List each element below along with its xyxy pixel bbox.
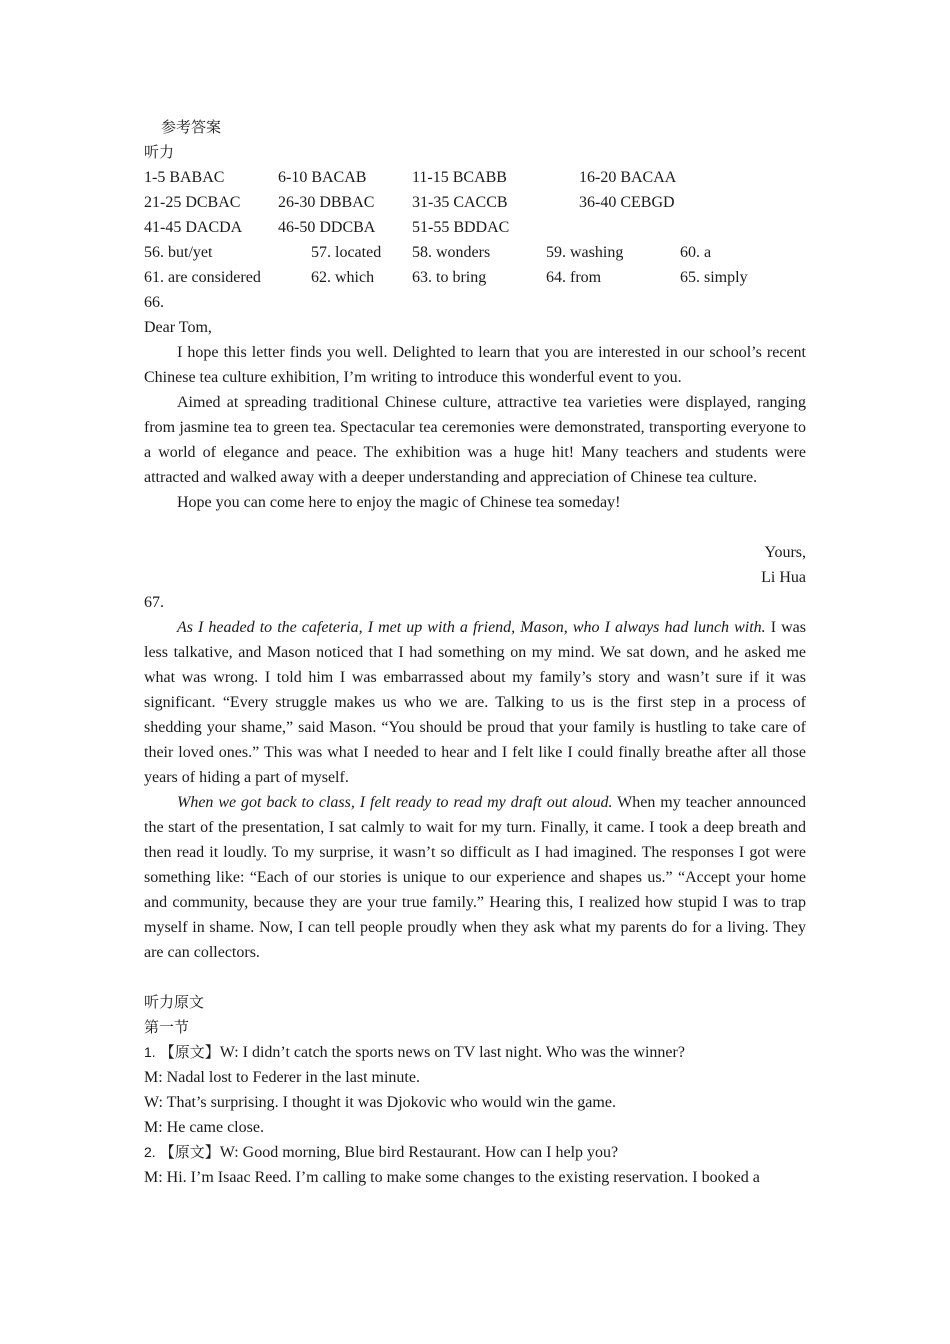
fill-cell: 64. from: [546, 269, 602, 286]
story-lead-sentence: When we got back to class, I felt ready to read my draft out aloud.: [177, 794, 613, 811]
dialogue-line: W: Good morning, Blue bird Restaurant. How can I help you?: [219, 1144, 619, 1161]
answer-cell: 26-30 DBBAC: [278, 194, 375, 211]
item-number: 1.: [144, 1044, 156, 1060]
q66-number: 66.: [144, 294, 164, 311]
item-number: 2.: [144, 1144, 156, 1160]
letter-greeting: Dear Tom,: [144, 319, 212, 336]
letter-paragraph: I hope this letter finds you well. Delighted to learn that you are interested in our school’s recent Chinese tea culture exhibition, I’m writing to introduce this wonderful event to you.: [144, 344, 806, 386]
story-paragraph: [144, 790, 806, 965]
letter-paragraph: Aimed at spreading traditional Chinese culture, attractive tea varieties were displayed, ranging from jasmine tea to green tea. Spectacular tea ceremonies were demonstrated, transporting everyone to a world of elegance and peace. The exhibition was a huge hit! Many teachers and students were attracted and walked away with a deeper understanding and appreciation of Chinese tea culture.: [144, 394, 806, 486]
fill-cell: 61. are considered: [144, 269, 261, 286]
fill-cell: 56. but/yet: [144, 244, 213, 261]
letter-closing: Yours,: [764, 544, 806, 561]
answer-cell: 51-55 BDDAC: [412, 219, 510, 236]
item-tag: 【原文】: [159, 1043, 220, 1061]
answer-cell: 31-35 CACCB: [412, 194, 508, 211]
answer-cell: 16-20 BACAA: [579, 169, 677, 186]
dialogue-line: M: Nadal lost to Federer in the last minute.: [144, 1069, 420, 1086]
answer-title: 参考答案: [161, 118, 222, 136]
transcript-section: 第一节: [144, 1018, 190, 1036]
fill-cell: 59. washing: [546, 244, 624, 261]
letter-paragraph: Hope you can come here to enjoy the magic of Chinese tea someday!: [177, 494, 621, 511]
document-page: [144, 115, 806, 1190]
transcript-item: [144, 1140, 806, 1165]
dialogue-line: M: Hi. I’m Isaac Reed. I’m calling to make some changes to the existing reservation. I booked a: [144, 1169, 760, 1186]
story-body: When my teacher announced the start of the presentation, I sat calmly to wait for my turn. Finally, it came. I took a deep breath and then read it loudly. To my surprise, it wasn’t so difficult as I had imagined. The responses I got were something like: “Each of our stories is unique to our experience and shapes us.” “Accept your home and community, because they are your true family.” Hearing this, I realized how stupid I was to trap myself in shame. Now, I can tell people proudly when they ask what my parents do for a living. They are can collectors.: [144, 794, 807, 961]
fill-cell: 57. located: [311, 244, 382, 261]
fill-row: [144, 240, 806, 265]
fill-cell: 60. a: [680, 244, 712, 261]
fill-cell: 65. simply: [680, 269, 748, 286]
answer-cell: 21-25 DCBAC: [144, 194, 241, 211]
dialogue-line: W: I didn’t catch the sports news on TV last night. Who was the winner?: [219, 1044, 685, 1061]
fill-row: [144, 265, 806, 290]
transcript-item: [144, 1040, 806, 1065]
dialogue-line: M: He came close.: [144, 1119, 264, 1136]
item-tag: 【原文】: [159, 1143, 220, 1161]
fill-cell: 63. to bring: [412, 269, 487, 286]
fill-cell: 58. wonders: [412, 244, 491, 261]
story-lead-sentence: As I headed to the cafeteria, I met up with a friend, Mason, who I always had lunch with.: [177, 619, 766, 636]
dialogue-line: W: That’s surprising. I thought it was Djokovic who would win the game.: [144, 1094, 616, 1111]
answer-row: [144, 165, 806, 190]
answer-cell: 6-10 BACAB: [278, 169, 367, 186]
listening-label: 听力: [144, 143, 175, 161]
q67-number: 67.: [144, 594, 164, 611]
transcript-title: 听力原文: [144, 993, 205, 1011]
answer-cell: 1-5 BABAC: [144, 169, 225, 186]
answer-cell: 46-50 DDCBA: [278, 219, 376, 236]
story-paragraph: [144, 615, 806, 790]
answer-row: [144, 190, 806, 215]
letter-signature: Li Hua: [761, 569, 806, 586]
answer-cell: 41-45 DACDA: [144, 219, 243, 236]
story-body: I was less talkative, and Mason noticed that I had something on my mind. We sat down, and he asked me what was wrong. I told him I was embarrassed about my family’s story and wasn’t sure if it was significant. “Every struggle makes us who we are. Talking to us is the first step in a process of shedding your shame,” said Mason. “You should be proud that your family is hustling to take care of their loved ones.” This was what I needed to hear and I felt like I could finally breathe after all those years of hiding a part of myself.: [144, 619, 806, 786]
answer-row: [144, 215, 806, 240]
answer-cell: 36-40 CEBGD: [579, 194, 675, 211]
answer-cell: 11-15 BCABB: [412, 169, 507, 186]
fill-cell: 62. which: [311, 269, 375, 286]
